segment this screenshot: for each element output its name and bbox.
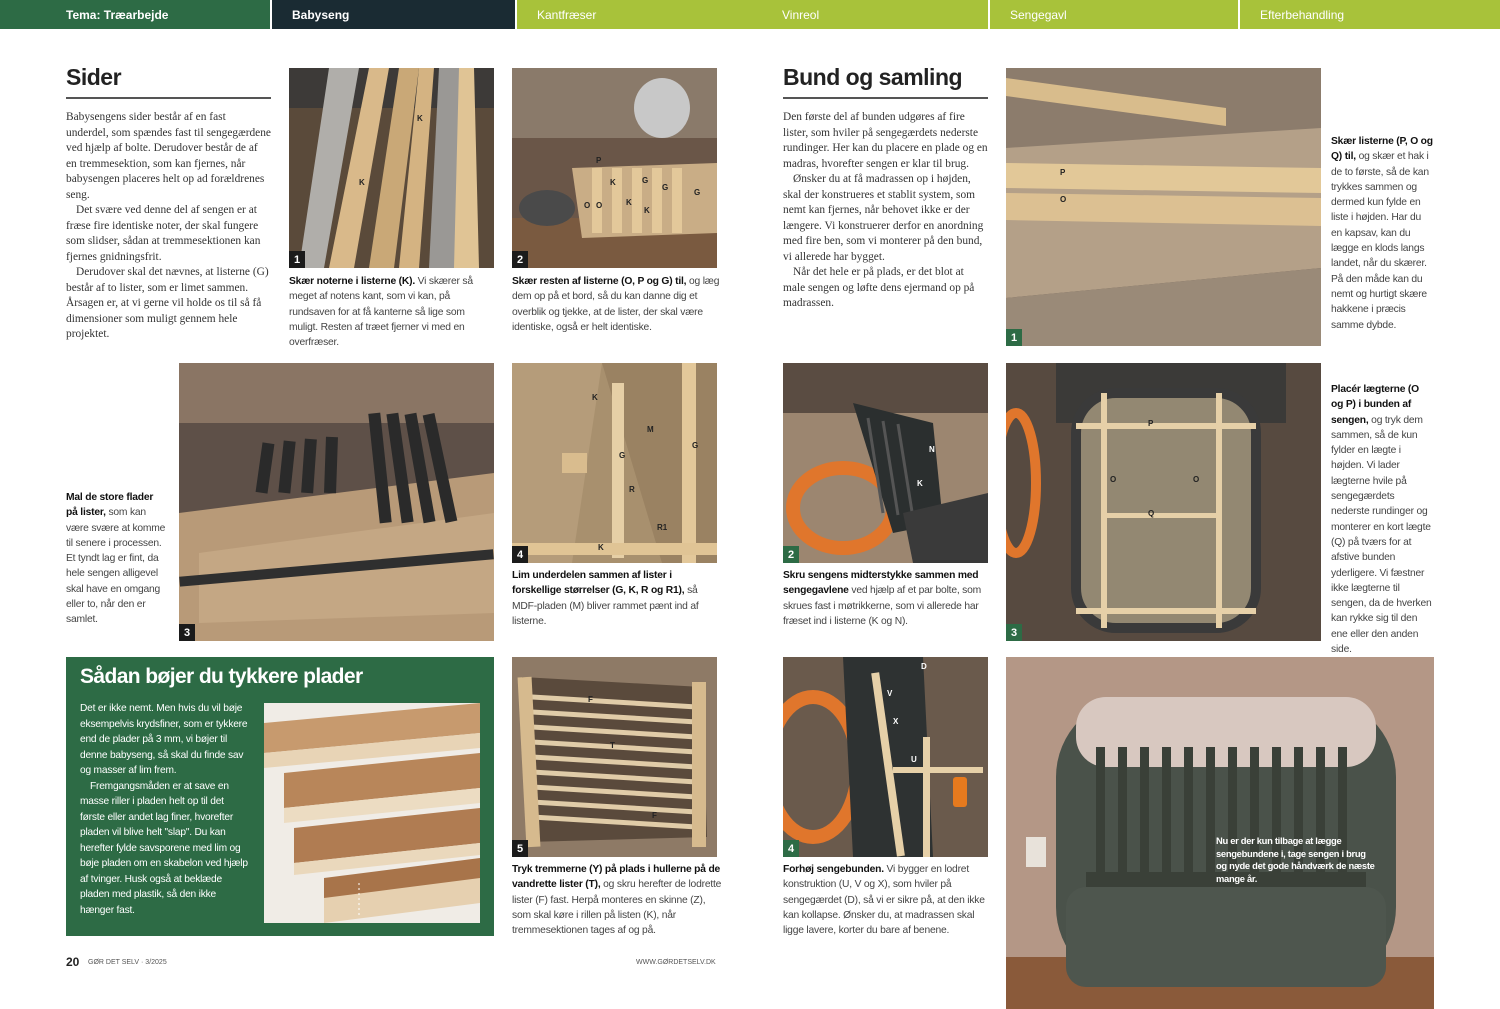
final-photo-caption: Nu er der kun tilbage at lægge sengebundene i, tage sengen i brug og nyde det gode håndværk de næste mange år. (1216, 835, 1375, 884)
step-number: 3 (1006, 624, 1022, 641)
step-number: 4 (512, 546, 528, 563)
paragraph: Derudover skal det nævnes, at listerne (G) består af to lister, som er limet sammen. Årsagen er, at vi gerne vil holde os til så få dimensioner som muligt gennem hele projektet. (66, 266, 269, 340)
page-number: 20 (66, 955, 80, 969)
nav-tab-sengegavl[interactable]: Sengegavl (988, 0, 1238, 29)
part-label: K (592, 393, 598, 402)
part-label: D (921, 662, 927, 671)
photo-finished-crib (1006, 657, 1434, 1009)
caption-lead: Skær resten af listerne (O, P og G) til, (512, 276, 687, 287)
part-label: V (887, 689, 893, 698)
part-label: P (1148, 419, 1154, 428)
part-label: K (917, 479, 923, 488)
photo-cut-parts-on-table (512, 68, 717, 268)
sider-body-text (66, 110, 271, 343)
step-number: 2 (512, 251, 528, 268)
step-number: 1 (289, 251, 305, 268)
plywood-stack-image (264, 703, 480, 923)
caption-text: og skær et hak i de to første, så de kan trykkes sammen og dermed kun fylde en liste i højden. Har du en kapsav, kan du lægge en klods langs landet, når du skærer. På den måde kan du nemt og hurtigt skære hakkene i præcis samme dybde. (1331, 151, 1429, 331)
photo-illustration (512, 657, 717, 857)
photo-illustration (1006, 363, 1321, 641)
title-rule (66, 97, 271, 99)
part-label: Q (1148, 509, 1155, 518)
part-label: K (610, 178, 616, 187)
title-rule (783, 97, 988, 99)
caption-lead: Skru sengens midterstykke sammen med sengegavlene (783, 570, 979, 597)
part-label: K (417, 114, 423, 123)
caption-right-step-4 (783, 862, 988, 938)
caption-right-step-1 (1331, 134, 1433, 333)
part-label: G (619, 451, 626, 460)
caption-lead: Skær noterne i listerne (K). (289, 276, 416, 287)
photo-illustration (512, 363, 717, 563)
nav-theme-label: Tema: Træarbejde (0, 0, 270, 29)
part-label: O (1060, 195, 1067, 204)
caption-step-5 (512, 862, 722, 938)
caption-lead: Lim underdelen sammen af lister i forskellige størrelser (G, K, R og R1), (512, 570, 685, 597)
part-label: O (596, 201, 603, 210)
paragraph: Det svære ved denne del af sengen er at fræse fire identiske noter, der skal fungere som slidser, sådan at tremmesektionen kan fjernes gnidningsfrit. (66, 204, 261, 263)
caption-lead: Placér lægterne (O og P) i bunden af sengen, (1331, 384, 1419, 426)
caption-step-1 (289, 274, 494, 350)
part-label: P (596, 156, 602, 165)
photo-illustration (783, 363, 988, 563)
paragraph: Ønsker du at få madrassen op i højden, skal der konstrueres et stablit system, som nemt kan fjernes, når behovet ikke er der længere. Vi konstruerer derfor en anordning med fire ben, som vi monterer på den bund, vi allerede har bygget. (783, 173, 984, 263)
nav-tab-babyseng[interactable]: Babyseng (270, 0, 515, 29)
photo-glued-underframe (512, 363, 717, 563)
part-label: U (911, 755, 917, 764)
caption-lead: Tryk tremmerne (Y) på plads i hullerne på de vandrette lister (T), (512, 864, 721, 891)
bund-body-text (783, 110, 988, 312)
nav-tab-kantfraeser[interactable]: Kantfræser (515, 0, 762, 29)
section-title-bund-og-samling: Bund og samling (783, 64, 963, 90)
caption-step-3 (66, 490, 166, 628)
part-label: R1 (657, 523, 668, 532)
part-label: T (610, 741, 615, 750)
caption-right-step-2 (783, 568, 993, 629)
caption-text: så MDF-pladen (M) bliver rammet pænt ind af listerne. (512, 585, 699, 627)
caption-step-2 (512, 274, 722, 335)
part-label: K (598, 543, 604, 552)
tip-box-title: Sådan bøjer du tykkere plader (80, 665, 363, 688)
part-label: O (1110, 475, 1117, 484)
part-label: R (629, 485, 635, 494)
topic-navigation-bar (0, 0, 1500, 29)
part-label: M (647, 425, 654, 434)
part-label: F (652, 811, 657, 820)
part-label: F (588, 695, 593, 704)
photo-illustration (289, 68, 494, 268)
part-label: G (694, 188, 701, 197)
part-label: K (359, 178, 365, 187)
section-title-sider: Sider (66, 64, 122, 90)
caption-lead: Forhøj sengebunden. (783, 864, 884, 875)
paragraph: Fremgangsmåden er at save en masse riller i pladen helt op til det første eller andet lag finer, hvorefter pladen vil blive helt "slap". Du kan herefter fylde savsporene med lim og bøje pladen om en skabelon ved hjælp af tvinger. Husk også at beklæde pladen med plastik, så den ikke hænger fast. (80, 780, 248, 916)
part-label: G (642, 176, 649, 185)
part-label: O (1193, 475, 1200, 484)
paragraph: Det er ikke nemt. Men hvis du vil bøje eksempelvis krydsfiner, som er tykkere end de plader på 3 mm, vi bøjer til denne babyseng, så skal du finde sav og masser af lim frem. (80, 703, 248, 776)
part-label: K (626, 198, 632, 207)
caption-lead: Skær listerne (P, O og Q) til, (1331, 136, 1433, 163)
nav-tab-efterbehandling[interactable]: Efterbehandling (1238, 0, 1500, 29)
part-label: N (929, 445, 935, 454)
part-label: O (584, 201, 591, 210)
caption-text: Vi bygger en lodret konstruktion (U, V og X), som hviler på sengegærdet (D), så vi er sikre på, at den ikke kan kollapse. Ønsker du, at madrassen skal ligge lavere, korter du bare af benene. (783, 864, 985, 937)
caption-right-step-3 (1331, 382, 1433, 657)
photo-painted-strips (179, 363, 494, 641)
paragraph: Den første del af bunden udgøres af fire lister, som hviler på sengegærdets nederste rundinger. Her kan du placere en plade og en madras, hvorefter sengen er klar til brug. (783, 111, 988, 170)
photo-illustration (264, 703, 480, 923)
paragraph: Når det hele er på plads, er det blot at male sengen og løfte dens ejermand op på madrassen. (783, 266, 975, 309)
caption-text: og skru herefter de lodrette lister (F) fast. Herpå monteres en skinne (Z), som skal køre i rillen på listen (K), når tremmesektionen tages af og på. (512, 879, 722, 937)
nav-tab-vinreol[interactable]: Vinreol (762, 0, 988, 29)
caption-step-4 (512, 568, 717, 629)
step-number: 1 (1006, 329, 1022, 346)
photo-illustration (512, 68, 717, 268)
photo-routing-grooves (289, 68, 494, 268)
tip-box-text (80, 701, 250, 918)
photo-bed-base-battens (1006, 363, 1321, 641)
photo-assembled-end-pieces (783, 363, 988, 563)
website-url[interactable]: WWW.GØRDETSELV.DK (636, 959, 716, 966)
part-label: P (1060, 168, 1066, 177)
caption-text: og læg dem op på et bord, så du kan danne dig et overblik og tjekke, at de lister, der skal være identiske, også er helt identiske. (512, 276, 720, 333)
step-number: 5 (512, 840, 528, 857)
photo-illustration (1006, 68, 1321, 346)
magazine-issue: GØR DET SELV · 3/2025 (88, 959, 167, 966)
caption-text: og tryk dem sammen, så de kun fylder en lægte i højden. Vi lader lægterne hvile på sengegærdets nederste rundinger og monterer en kort lægte (Q) på tværs for at afstive bunden yderligere. Vi fæstner ikke lægterne til sengen, da de hverken kan rykke sig til den ene eller den anden side. (1331, 414, 1432, 656)
caption-text: som kan være svære at komme til senere i processen. Et tyndt lag er fint, da hele sengen alligevel skal have en omgang eller to, når den er samlet. (66, 507, 166, 626)
photo-illustration (179, 363, 494, 641)
tip-box-bending-plates (66, 657, 494, 936)
part-label: X (893, 717, 899, 726)
caption-text: ved hjælp af et par bolte, som skrues fast i møtrikkerne, som vi allerede har fræset ind i listerne (K og N). (783, 585, 982, 627)
photo-illustration (1006, 657, 1434, 1009)
paragraph: Babysengens sider består af en fast underdel, som spændes fast til sengegærdene ved hjælp af bolte. Derudover består de af en tremmesektion, som kan fjernes, når babysengen placeres helt op ad forældrenes seng. (66, 111, 271, 201)
photo-illustration (783, 657, 988, 857)
step-number: 4 (783, 840, 799, 857)
part-label: G (662, 183, 669, 192)
part-label: G (692, 441, 699, 450)
photo-slat-section (512, 657, 717, 857)
photo-notched-boards (1006, 68, 1321, 346)
caption-lead: Mal de store flader på lister, (66, 492, 154, 519)
photo-raised-base (783, 657, 988, 857)
step-number: 2 (783, 546, 799, 563)
step-number: 3 (179, 624, 195, 641)
caption-text: Vi skærer så meget af notens kant, som vi kan, på rundsaven for at få kanterne så lige som muligt. Resten af træet fjerner vi med en overfræser. (289, 276, 473, 349)
part-label: K (644, 206, 650, 215)
